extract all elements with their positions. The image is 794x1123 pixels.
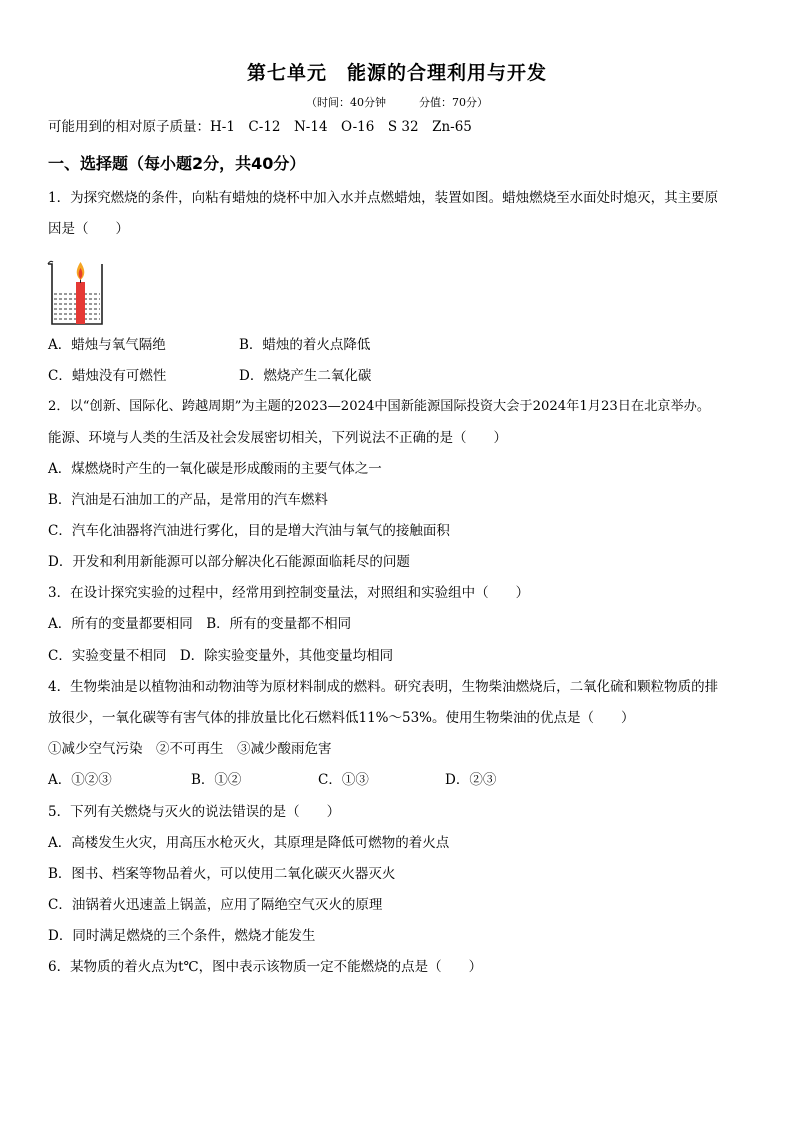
q4-option-d: D．②③ <box>445 772 497 788</box>
q5-option-c: C．油锅着火迅速盖上锅盖，应用了隔绝空气灭火的原理 <box>48 897 383 913</box>
q5-option-b: B．图书、档案等物品着火，可以使用二氧化碳灭火器灭火 <box>48 866 396 882</box>
question-1-text-cont: 因是（ ） <box>48 221 129 237</box>
question-5-text: 5．下列有关燃烧与灭火的说法错误的是（ ） <box>48 804 341 820</box>
q5-option-a: A．高楼发生火灾，用高压水枪灭火，其原理是降低可燃物的着火点 <box>48 835 450 851</box>
exam-time-score: （时间：40分钟 分值：70分） <box>306 96 488 109</box>
atomic-masses: 可能用到的相对原子质量：H-1 C-12 N-14 O-16 S 32 Zn-65 <box>48 119 472 135</box>
q1-option-c: C．蜡烛没有可燃性 <box>48 368 167 384</box>
question-2-text: 2．以“创新、国际化、跨越周期”为主题的2023—2024中国新能源国际投资大会于2024年1月23日在北京举办。 <box>48 399 711 414</box>
q2-option-d: D．开发和利用新能源可以部分解决化石能源面临耗尽的问题 <box>48 554 410 570</box>
q2-option-b: B．汽油是石油加工的产品，是常用的汽车燃料 <box>48 492 328 508</box>
section-heading: 一、选择题（每小题2分，共40分） <box>48 154 306 173</box>
page-title: 第七单元 能源的合理利用与开发 <box>246 62 547 84</box>
q2-option-c: C．汽车化油器将汽油进行雾化，目的是增大汽油与氧气的接触面积 <box>48 523 450 539</box>
q1-option-d: D．燃烧产生二氧化碳 <box>239 368 372 384</box>
q4-option-b: B．①② <box>191 772 242 788</box>
q1-option-a: A．蜡烛与氧气隔绝 <box>48 337 166 353</box>
question-3-text: 3．在设计探究实验的过程中，经常用到控制变量法，对照组和实验组中（ ） <box>48 585 530 601</box>
beaker-candle-figure <box>46 258 110 328</box>
question-4-statements: ①减少空气污染 ②不可再生 ③减少酸雨危害 <box>48 741 332 757</box>
question-4-text-cont: 放很少，一氧化碳等有害气体的排放量比化石燃料低11%～53%。使用生物柴油的优点是（ ） <box>48 710 635 726</box>
candle <box>76 282 85 324</box>
question-6-text: 6．某物质的着火点为t℃，图中表示该物质一定不能燃烧的点是（ ） <box>48 959 483 975</box>
question-2-text-cont: 能源、环境与人类的生活及社会发展密切相关，下列说法不正确的是（ ） <box>48 430 507 446</box>
q2-option-a: A．煤燃烧时产生的一氧化碳是形成酸雨的主要气体之一 <box>48 461 382 477</box>
q5-option-d: D．同时满足燃烧的三个条件，燃烧才能发生 <box>48 928 316 944</box>
q3-options-ab: A．所有的变量都要相同 B．所有的变量都不相同 <box>48 616 352 632</box>
q3-options-cd: C．实验变量不相同 D．除实验变量外，其他变量均相同 <box>48 648 394 664</box>
q1-option-b: B．蜡烛的着火点降低 <box>239 337 371 353</box>
q4-option-a: A．①②③ <box>48 772 112 788</box>
question-1-text: 1．为探究燃烧的条件，向粘有蜡烛的烧杯中加入水并点燃蜡烛，装置如图。蜡烛燃烧至水面处时熄灭，其主要原 <box>48 190 719 206</box>
question-4-text: 4．生物柴油是以植物油和动物油等为原材料制成的燃料。研究表明，生物柴油燃烧后，二氧化硫和颗粒物质的排 <box>48 679 719 695</box>
q4-option-c: C．①③ <box>318 772 369 788</box>
